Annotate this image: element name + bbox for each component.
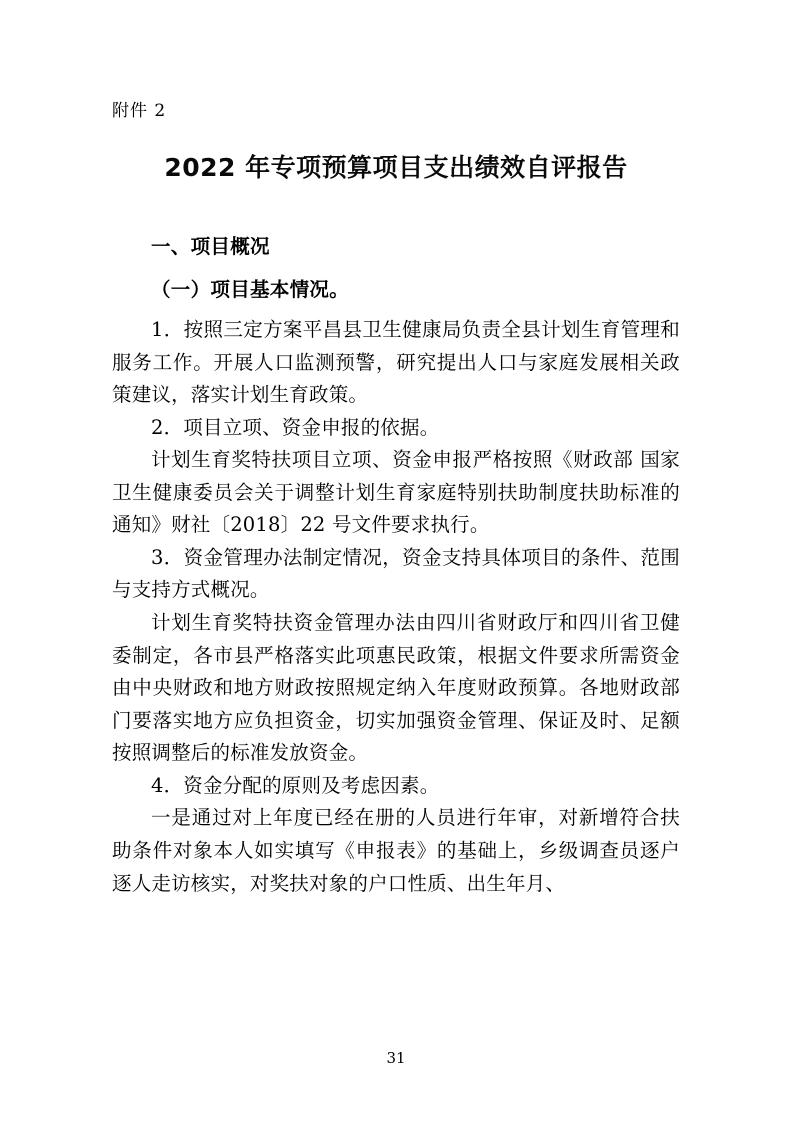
paragraph-2: 2．项目立项、资金申报的依据。	[151, 415, 440, 439]
section-heading-project-overview: 一、项目概况	[151, 234, 270, 258]
paragraph-3: 计划生育奖特扶项目立项、资金申报严格按照《财政部 国家卫生健康委员会关于调整计划生育家庭特别扶助制度扶助标准的通知》财社〔2018〕22 号文件要求执行。	[112, 448, 680, 537]
paragraph-5: 计划生育奖特扶资金管理办法由四川省财政厅和四川省卫健委制定，各市县严格落实此项惠民政策，根据文件要求所需资金由中央财政和地方财政按照规定纳入年度财政预算。各地财政部门要落实地方应负担资金，切实加强资金管理、保证及时、足额按照调整后的标准发放资金。	[112, 611, 680, 765]
page-title: 2022 年专项预算项目支出绩效自评报告	[164, 152, 628, 182]
paragraph-4: 3．资金管理办法制定情况，资金支持具体项目的条件、范围与支持方式概况。	[112, 545, 680, 602]
paragraph-7: 一是通过对上年度已经在册的人员进行年审，对新增符合扶助条件对象本人如实填写《申报表》的基础上，乡级调查员逐户逐人走访核实，对奖扶对象的户口性质、出生年月、	[112, 806, 680, 895]
paragraph-1: 1．按照三定方案平昌县卫生健康局负责全县计划生育管理和服务工作。开展人口监测预警，研究提出人口与家庭发展相关政策建议，落实计划生育政策。	[112, 317, 680, 407]
attachment-label: 附件 2	[112, 101, 167, 121]
page-number: 31	[386, 1049, 406, 1067]
paragraph-6: 4．资金分配的原则及考虑因素。	[151, 773, 440, 797]
subsection-heading-basic-info: （一）项目基本情况。	[151, 278, 350, 302]
